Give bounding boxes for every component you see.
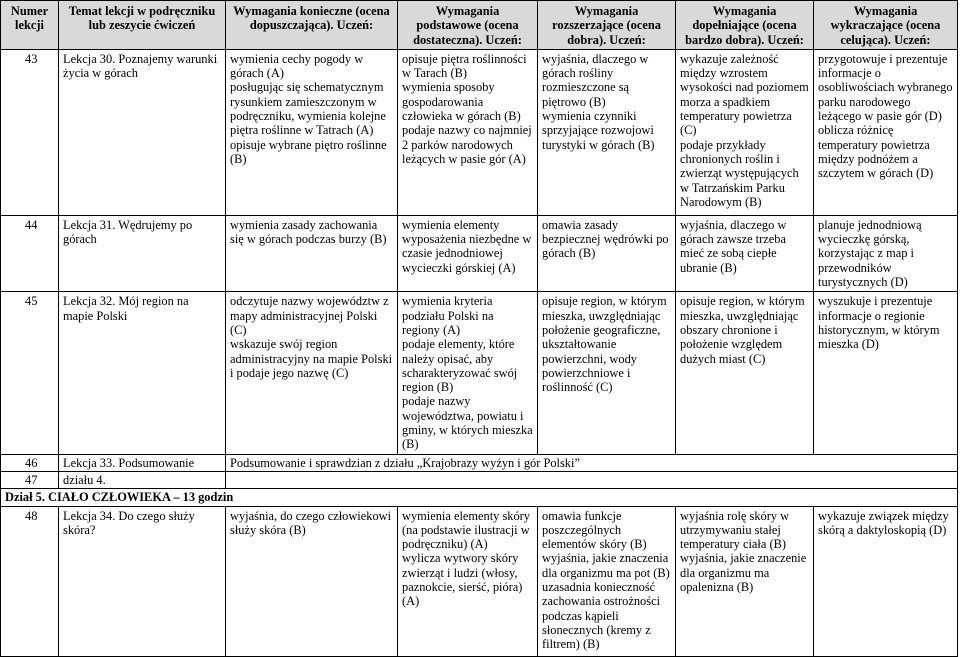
header-requirements-exceeding: Wymagania wykraczające (ocena celująca). Uczeń:: [814, 1, 958, 50]
requirement-exceeding: przygotowuje i prezentuje informacje o osobliwościach wybranego parku narodowego leżącego w pasie gór (D) oblicza różnicę temperatury powietrza między podnóżem a szczytem w górach (D): [814, 49, 958, 215]
lesson-topic: Lekcja 33. Podsumowanie: [59, 454, 226, 471]
header-requirements-essential: Wymagania konieczne (ocena dopuszczająca). Uczeń:: [226, 1, 398, 50]
requirement-essential: odczytuje nazwy województw z mapy administracyjnej Polski (C) wskazuje swój region administracyjny na mapie Polski i podaje jego nazwę (C): [226, 292, 398, 454]
requirement-extended: wyjaśnia, dlaczego w górach rośliny rozmieszczone są piętrowo (B) wymienia czynniki sprzyjające rozwojowi turystyki w górach (B): [538, 49, 676, 215]
summary-row: [1, 454, 958, 471]
requirement-basic: wymienia kryteria podziału Polski na regiony (A) podaje elementy, które należy opisać, aby scharakteryzować swój region (B) podaje nazwy województwa, powiatu i gminy, w których mieszka (B): [398, 292, 538, 454]
summary-text-continued: [226, 471, 958, 488]
table-row: [1, 49, 958, 215]
requirement-complementary: opisuje region, w którym mieszka, uwzględniając obszary chronione i położenie względem dużych miast (C): [676, 292, 814, 454]
requirement-essential: wyjaśnia, do czego człowiekowi służy skóra (B): [226, 506, 398, 656]
requirement-basic: wymienia elementy wyposażenia niezbędne w czasie jednodniowej wycieczki górskiej (A): [398, 215, 538, 291]
header-requirements-extended: Wymagania rozszerzające (ocena dobra). Uczeń:: [538, 1, 676, 50]
lesson-topic: działu 4.: [59, 471, 226, 488]
requirement-complementary: wyjaśnia rolę skóry w utrzymywaniu stałej temperatury ciała (B) wyjaśnia, jakie znaczenie dla organizmu ma opalenizna (B): [676, 506, 814, 656]
requirement-extended: omawia zasady bezpiecznej wędrówki po górach (B): [538, 215, 676, 291]
requirement-complementary: wyjaśnia, dlaczego w górach zawsze trzeba mieć ze sobą ciepłe ubranie (B): [676, 215, 814, 291]
section-row: [1, 489, 958, 506]
summary-text: Podsumowanie i sprawdzian z działu „Krajobrazy wyżyn i gór Polski”: [226, 454, 958, 471]
table-row: [1, 292, 958, 454]
lesson-topic: Lekcja 31. Wędrujemy po górach: [59, 215, 226, 291]
requirement-extended: opisuje region, w którym mieszka, uwzględniając położenie geograficzne, ukształtowanie powierzchni, wody powierzchniowe i roślinność (C): [538, 292, 676, 454]
requirement-essential: wymienia cechy pogody w górach (A) posługując się schematycznym rysunkiem zamieszczonym w podręczniku, wymienia kolejne piętra roślinne w Tatrach (A) opisuje wybrane piętro roślinne (B): [226, 49, 398, 215]
requirement-basic: wymienia elementy skóry (na podstawie ilustracji w podręczniku) (A) wylicza wytwory skóry zwierząt i ludzi (włosy, paznokcie, sierść, pióra) (A): [398, 506, 538, 656]
table-row: [1, 215, 958, 291]
lesson-number: 47: [1, 471, 59, 488]
requirement-extended: omawia funkcje poszczególnych elementów skóry (B) wyjaśnia, jakie znaczenia dla organizmu ma pot (B) uzasadnia konieczność zachowania ostrożności podczas kąpieli słonecznych (kremy z filtrem) (B): [538, 506, 676, 656]
requirement-complementary: wykazuje zależność między wzrostem wysokości nad poziomem morza a spadkiem temperatury powietrza (C) podaje przykłady chronionych roślin i zwierząt występujących w Tatrzańskim Parku Narodowym (B): [676, 49, 814, 215]
section-heading: Dział 5. CIAŁO CZŁOWIEKA – 13 godzin: [1, 489, 958, 506]
lesson-number: 43: [1, 49, 59, 215]
header-requirements-basic: Wymagania podstawowe (ocena dostateczna). Uczeń:: [398, 1, 538, 50]
requirement-essential: wymienia zasady zachowania się w górach podczas burzy (B): [226, 215, 398, 291]
requirement-exceeding: wyszukuje i prezentuje informacje o regionie historycznym, w którym mieszka (D): [814, 292, 958, 454]
lesson-number: 46: [1, 454, 59, 471]
lesson-number: 48: [1, 506, 59, 656]
header-lesson-topic: Temat lekcji w podręczniku lub zeszycie ćwiczeń: [59, 1, 226, 50]
header-lesson-number: Numer lekcji: [1, 1, 59, 50]
table-row: [1, 506, 958, 656]
header-requirements-complementary: Wymagania dopełniające (ocena bardzo dobra). Uczeń:: [676, 1, 814, 50]
lesson-number: 44: [1, 215, 59, 291]
lesson-topic: Lekcja 30. Poznajemy warunki życia w górach: [59, 49, 226, 215]
requirement-basic: opisuje piętra roślinności w Tarach (B) wymienia sposoby gospodarowania człowieka w górach (B) podaje nazwy co najmniej 2 parków narodowych leżących w pasie gór (A): [398, 49, 538, 215]
table-row: [1, 471, 958, 488]
lesson-topic: Lekcja 34. Do czego służy skóra?: [59, 506, 226, 656]
lesson-topic: Lekcja 32. Mój region na mapie Polski: [59, 292, 226, 454]
requirement-exceeding: wykazuje związek między skórą a daktyloskopią (D): [814, 506, 958, 656]
requirement-exceeding: planuje jednodniową wycieczkę górską, korzystając z map i przewodników turystycznych (D): [814, 215, 958, 291]
lesson-number: 45: [1, 292, 59, 454]
